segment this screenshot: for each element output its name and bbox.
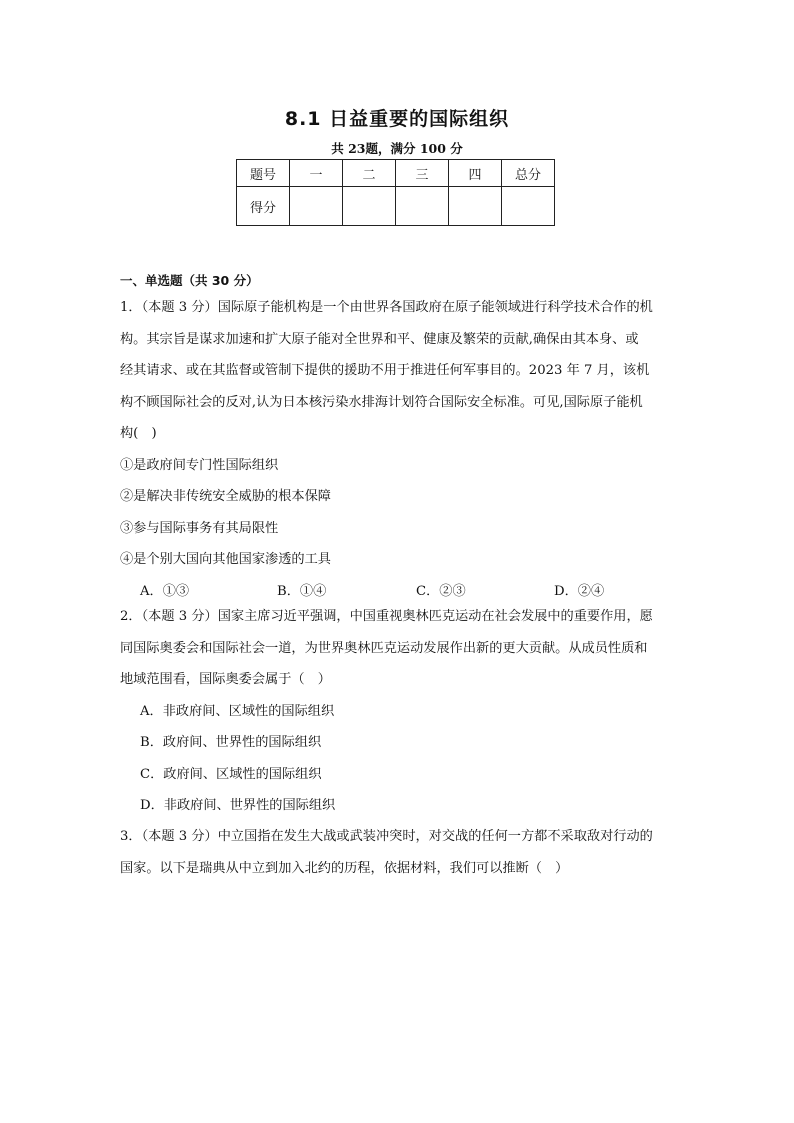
score-cell[interactable] xyxy=(343,187,396,226)
answer-option-d[interactable]: D．非政府间、世界性的国际组织 xyxy=(140,798,336,813)
score-table-header-cell: 总分 xyxy=(502,160,555,187)
question-text-line: 构( ) xyxy=(120,426,157,441)
answer-option-d[interactable]: D．②④ xyxy=(554,583,605,599)
answer-option-a[interactable]: A．非政府间、区域性的国际组织 xyxy=(140,703,335,719)
score-table-header-cell: 二 xyxy=(343,160,396,187)
score-table-header-cell: 三 xyxy=(396,160,449,187)
score-cell[interactable] xyxy=(290,187,343,226)
question-text-line: 构不顾国际社会的反对,认为日本核污染水排海计划符合国际安全标准。可见,国际原子能机 xyxy=(120,394,643,410)
question-text-line: 经其请求、或在其监督或管制下提供的援助不用于推进任何军事目的。2023 年 7 月，该机 xyxy=(120,363,650,378)
answer-option-b[interactable]: B．政府间、世界性的国际组织 xyxy=(140,735,322,750)
question-text-line: 3．（本题 3 分）中立国指在发生大战或武装冲突时，对交战的任何一方都不采取敌对行动的 xyxy=(120,829,653,844)
question-1 xyxy=(120,292,676,607)
page-subtitle: 共 23题，满分 100 分 xyxy=(331,141,463,156)
question-text-line: 构。其宗旨是谋求加速和扩大原子能对全世界和平、健康及繁荣的贡献,确保由其本身、或 xyxy=(120,331,639,347)
question-text-line: 国家。以下是瑞典从中立到加入北约的历程，依据材料，我们可以推断（ ） xyxy=(120,860,569,876)
score-table xyxy=(236,159,555,226)
answer-option-c[interactable]: C．政府间、区域性的国际组织 xyxy=(140,766,322,782)
score-table-header-row xyxy=(237,160,555,187)
section-heading: 一、单选题（共 30 分） xyxy=(120,273,259,288)
answer-option-c[interactable]: C．②③ xyxy=(416,583,466,599)
statement-item: ④是个别大国向其他国家渗透的工具 xyxy=(120,552,331,567)
score-table-row-label: 得分 xyxy=(237,187,290,226)
answer-option-a[interactable]: A．①③ xyxy=(140,583,190,599)
score-cell[interactable] xyxy=(502,187,555,226)
statement-item: ②是解决非传统安全威胁的根本保障 xyxy=(120,489,331,504)
score-table-score-row xyxy=(237,187,555,226)
question-2 xyxy=(120,601,676,822)
question-text-line: 同国际奥委会和国际社会一道，为世界奥林匹克运动发展作出新的更大贡献。从成员性质和 xyxy=(120,640,648,656)
score-cell[interactable] xyxy=(396,187,449,226)
score-table-header-cell: 一 xyxy=(290,160,343,187)
answer-option-b[interactable]: B．①④ xyxy=(277,583,327,599)
question-3 xyxy=(120,821,676,884)
score-table-header-cell: 四 xyxy=(449,160,502,187)
statement-item: ①是政府间专门性国际组织 xyxy=(120,457,279,473)
score-table-header-cell: 题号 xyxy=(237,160,290,187)
question-text-line: 地域范围看，国际奥委会属于（ ） xyxy=(120,672,331,687)
page-title: 8.1 日益重要的国际组织 xyxy=(284,108,510,130)
question-text-line: 2．（本题 3 分）国家主席习近平强调，中国重视奥林匹克运动在社会发展中的重要作用，愿 xyxy=(120,609,653,624)
score-cell[interactable] xyxy=(449,187,502,226)
question-text-line: 1．（本题 3 分）国际原子能机构是一个由世界各国政府在原子能领域进行科学技术合作的机 xyxy=(120,300,653,315)
statement-item: ③参与国际事务有其局限性 xyxy=(120,520,279,536)
